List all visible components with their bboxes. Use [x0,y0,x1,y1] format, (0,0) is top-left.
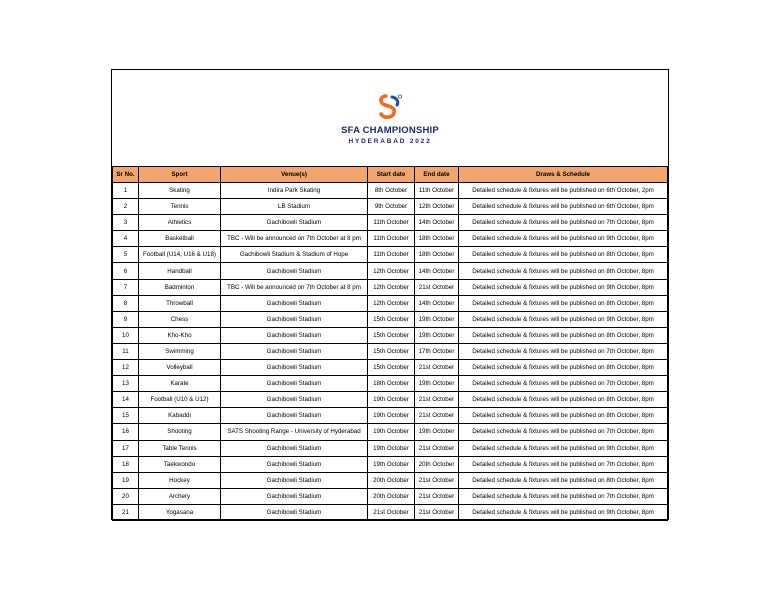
sport-cell: Swimming [139,343,221,359]
championship-title: SFA CHAMPIONSHIP [341,125,439,136]
venue-cell: Gachibowli Stadium [221,311,368,327]
draws-schedule-cell: Detailed schedule & fixtures will be published on 8th October, 8pm [459,247,668,263]
venue-cell: Gachibowli Stadium [221,504,368,520]
start-date-cell: 11th October [368,215,415,231]
sr-no-cell: 5 [113,247,139,263]
end-date-cell: 19th October [415,327,459,343]
sr-no-cell: 2 [113,199,139,215]
sheet-header [112,70,668,167]
sport-cell: Badminton [139,279,221,295]
end-date-cell: 19th October [415,424,459,440]
draws-schedule-cell: Detailed schedule & fixtures will be published on 6th October, 2pm [459,183,668,199]
start-date-cell: 21st October [368,504,415,520]
sport-cell: Athletics [139,215,221,231]
sport-cell: Taekwondo [139,456,221,472]
col-header-end-date: End date [415,167,459,183]
draws-schedule-cell: Detailed schedule & fixtures will be published on 6th October, 8pm [459,199,668,215]
end-date-cell: 12th October [415,199,459,215]
schedule-table [112,166,668,521]
sr-no-cell: 1 [113,183,139,199]
end-date-cell: 19th October [415,311,459,327]
sr-no-cell: 6 [113,263,139,279]
table-row [113,295,668,311]
start-date-cell: 19th October [368,440,415,456]
end-date-cell: 14th October [415,215,459,231]
col-header-draws-schedule: Draws & Schedule [459,167,668,183]
end-date-cell: 14th October [415,295,459,311]
draws-schedule-cell: Detailed schedule & fixtures will be published on 9th October, 8pm [459,311,668,327]
venue-cell: Gachibowli Stadium [221,392,368,408]
draws-schedule-cell: Detailed schedule & fixtures will be published on 9th October, 8pm [459,504,668,520]
draws-schedule-cell: Detailed schedule & fixtures will be published on 8th October, 8pm [459,327,668,343]
start-date-cell: 12th October [368,295,415,311]
draws-schedule-cell: Detailed schedule & fixtures will be published on 7th October, 8pm [459,376,668,392]
end-date-cell: 21st October [415,360,459,376]
end-date-cell: 21st October [415,504,459,520]
sport-cell: Shooting [139,424,221,440]
start-date-cell: 15th October [368,327,415,343]
table-row [113,504,668,520]
venue-cell: Gachibowli Stadium [221,360,368,376]
venue-cell: Gachibowli Stadium [221,440,368,456]
sr-no-cell: 9 [113,311,139,327]
table-row [113,456,668,472]
draws-schedule-cell: Detailed schedule & fixtures will be published on 7th October, 8pm [459,488,668,504]
sport-cell: Football (U14, U16 & U18) [139,247,221,263]
draws-schedule-cell: Detailed schedule & fixtures will be published on 7th October, 8pm [459,456,668,472]
table-row [113,215,668,231]
sr-no-cell: 3 [113,215,139,231]
sfa-logo-icon [377,94,403,121]
sr-no-cell: 7 [113,279,139,295]
end-date-cell: 11th October [415,183,459,199]
table-row [113,183,668,199]
draws-schedule-cell: Detailed schedule & fixtures will be published on 9th October, 8pm [459,279,668,295]
sport-cell: Skating [139,183,221,199]
venue-cell: Gachibowli Stadium [221,343,368,359]
sr-no-cell: 10 [113,327,139,343]
sr-no-cell: 4 [113,231,139,247]
sr-no-cell: 21 [113,504,139,520]
venue-cell: Gachibowli Stadium [221,215,368,231]
venue-cell: LB Stadium [221,199,368,215]
schedule-sheet [111,69,669,520]
start-date-cell: 20th October [368,488,415,504]
table-row [113,311,668,327]
start-date-cell: 11th October [368,231,415,247]
sport-cell: Throwball [139,295,221,311]
table-row [113,199,668,215]
end-date-cell: 18th October [415,247,459,263]
start-date-cell: 18th October [368,376,415,392]
venue-cell: Gachibowli Stadium [221,408,368,424]
draws-schedule-cell: Detailed schedule & fixtures will be published on 9th October, 8pm [459,440,668,456]
end-date-cell: 21st October [415,279,459,295]
table-row [113,327,668,343]
start-date-cell: 12th October [368,279,415,295]
draws-schedule-cell: Detailed schedule & fixtures will be published on 7th October, 8pm [459,343,668,359]
end-date-cell: 20th October [415,456,459,472]
venue-cell: Gachibowli Stadium [221,456,368,472]
sport-cell: Basketball [139,231,221,247]
draws-schedule-cell: Detailed schedule & fixtures will be published on 8th October, 8pm [459,392,668,408]
draws-schedule-cell: Detailed schedule & fixtures will be published on 8th October, 8pm [459,408,668,424]
draws-schedule-cell: Detailed schedule & fixtures will be published on 7th October, 8pm [459,215,668,231]
venue-cell: Gachibowli Stadium [221,472,368,488]
sport-cell: Karate [139,376,221,392]
draws-schedule-cell: Detailed schedule & fixtures will be published on 8th October, 8pm [459,360,668,376]
sport-cell: Kabaddi [139,408,221,424]
sr-no-cell: 18 [113,456,139,472]
start-date-cell: 19th October [368,408,415,424]
sr-no-cell: 17 [113,440,139,456]
venue-cell: Gachibowli Stadium [221,327,368,343]
venue-cell: Gachibowli Stadium [221,263,368,279]
table-row [113,408,668,424]
sport-cell: Hockey [139,472,221,488]
venue-cell: Gachibowli Stadium [221,295,368,311]
start-date-cell: 15th October [368,311,415,327]
table-row [113,424,668,440]
start-date-cell: 15th October [368,343,415,359]
sr-no-cell: 20 [113,488,139,504]
draws-schedule-cell: Detailed schedule & fixtures will be published on 7th October, 8pm [459,424,668,440]
start-date-cell: 12th October [368,263,415,279]
table-row [113,343,668,359]
start-date-cell: 15th October [368,360,415,376]
end-date-cell: 21st October [415,408,459,424]
championship-subtitle: HYDERABAD 2022 [348,138,432,145]
sr-no-cell: 13 [113,376,139,392]
end-date-cell: 14th October [415,263,459,279]
start-date-cell: 11th October [368,247,415,263]
table-row [113,231,668,247]
venue-cell: Gachibowli Stadium & Stadium of Hope [221,247,368,263]
start-date-cell: 20th October [368,472,415,488]
draws-schedule-cell: Detailed schedule & fixtures will be published on 9th October, 8pm [459,231,668,247]
table-row [113,472,668,488]
start-date-cell: 19th October [368,392,415,408]
venue-cell: Indira Park Skating [221,183,368,199]
table-row [113,263,668,279]
table-row [113,376,668,392]
sr-no-cell: 14 [113,392,139,408]
sr-no-cell: 11 [113,343,139,359]
end-date-cell: 18th October [415,231,459,247]
draws-schedule-cell: Detailed schedule & fixtures will be published on 8th October, 8pm [459,263,668,279]
sport-cell: Football (U10 & U12) [139,392,221,408]
table-row [113,440,668,456]
start-date-cell: 19th October [368,424,415,440]
sr-no-cell: 12 [113,360,139,376]
sport-cell: Archery [139,488,221,504]
venue-cell: Gachibowli Stadium [221,376,368,392]
table-row [113,392,668,408]
col-header-venue: Venue(s) [221,167,368,183]
venue-cell: TBC - Will be announced on 7th October at 8 pm [221,279,368,295]
sport-cell: Kho-Kho [139,327,221,343]
end-date-cell: 21st October [415,472,459,488]
table-header-row [113,167,668,183]
col-header-sr-no: Sr No. [113,167,139,183]
sr-no-cell: 16 [113,424,139,440]
sport-cell: Chess [139,311,221,327]
sport-cell: Yogasana [139,504,221,520]
sport-cell: Handball [139,263,221,279]
start-date-cell: 8th October [368,183,415,199]
start-date-cell: 19th October [368,456,415,472]
table-row [113,247,668,263]
sr-no-cell: 19 [113,472,139,488]
venue-cell: SATS Shooting Range - University of Hyderabad [221,424,368,440]
sr-no-cell: 15 [113,408,139,424]
table-row [113,488,668,504]
venue-cell: TBC - Will be announced on 7th October at 8 pm [221,231,368,247]
col-header-sport: Sport [139,167,221,183]
end-date-cell: 17th October [415,343,459,359]
col-header-start-date: Start date [368,167,415,183]
end-date-cell: 21st October [415,392,459,408]
sport-cell: Table Tennis [139,440,221,456]
table-row [113,360,668,376]
sr-no-cell: 8 [113,295,139,311]
start-date-cell: 9th October [368,199,415,215]
draws-schedule-cell: Detailed schedule & fixtures will be published on 8th October, 8pm [459,472,668,488]
sport-cell: Volleyball [139,360,221,376]
sport-cell: Tennis [139,199,221,215]
sfa-logo [112,94,668,121]
end-date-cell: 21st October [415,440,459,456]
end-date-cell: 21st October [415,488,459,504]
end-date-cell: 19th October [415,376,459,392]
draws-schedule-cell: Detailed schedule & fixtures will be published on 8th October, 8pm [459,295,668,311]
table-row [113,279,668,295]
venue-cell: Gachibowli Stadium [221,488,368,504]
